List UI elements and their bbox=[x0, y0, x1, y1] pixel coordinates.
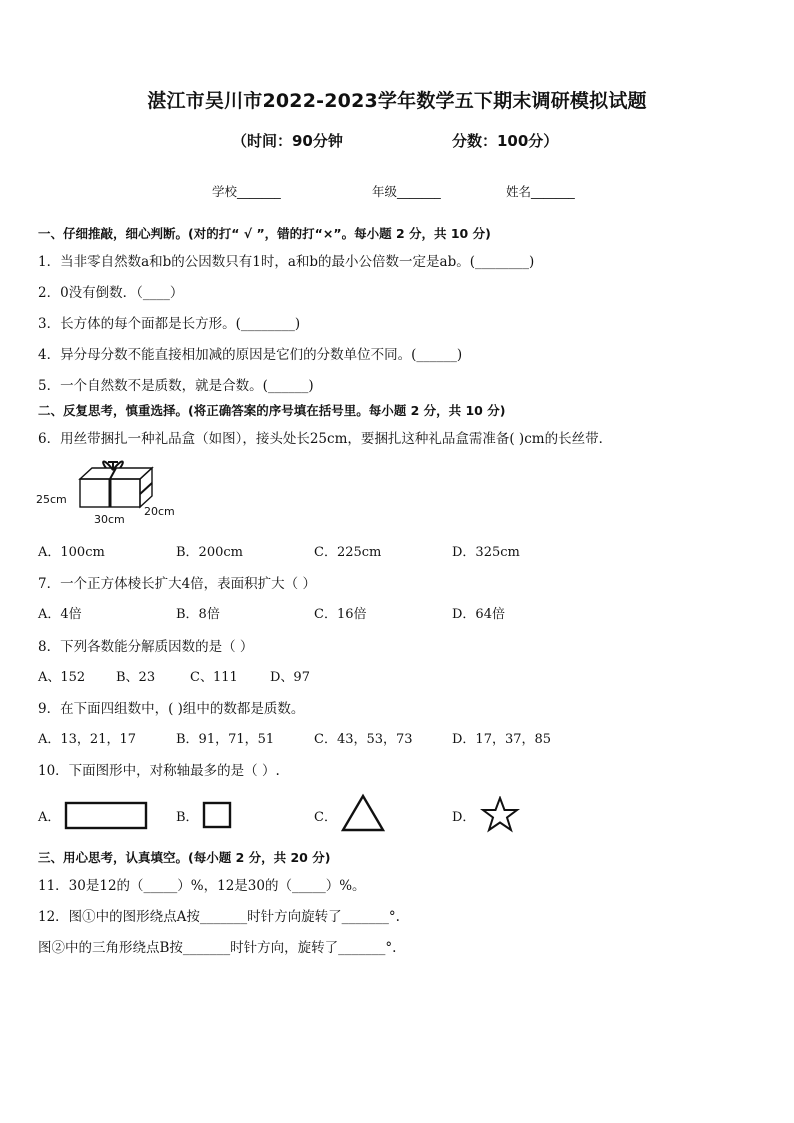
q8-option-d: D、97 bbox=[270, 670, 310, 685]
q7-option-b: B．8倍 bbox=[176, 607, 220, 622]
box-width-label: 20cm bbox=[144, 505, 175, 518]
question-12-part-2: 图②中的三角形绕点B按_______时针方向，旋转了_______°. bbox=[38, 940, 397, 956]
square-icon bbox=[202, 801, 232, 829]
q10-option-c: C． bbox=[314, 810, 337, 825]
q9-option-a: A．13，21，17 bbox=[38, 732, 137, 747]
q9-option-d: D．17，37，85 bbox=[452, 732, 552, 747]
q6-option-a: A．100cm bbox=[38, 545, 105, 560]
q10-option-d: D． bbox=[452, 810, 476, 825]
box-length-label: 30cm bbox=[94, 513, 125, 526]
q7-option-a: A．4倍 bbox=[38, 607, 82, 622]
question-12-part-1: 12．图①中的图形绕点A按_______时针方向旋转了_______°. bbox=[38, 909, 400, 925]
q9-option-b: B．91，71，51 bbox=[176, 732, 275, 747]
question-7: 7．一个正方体棱长扩大4倍，表面积扩大（ ） bbox=[38, 576, 316, 592]
grade-field: 年级_______ bbox=[372, 184, 441, 199]
question-8: 8．下列各数能分解质因数的是（ ） bbox=[38, 639, 254, 655]
question-11: 11．30是12的（_____）%，12是30的（_____）%。 bbox=[38, 878, 366, 894]
section-1-heading: 一、仔细推敲，细心判断。(对的打“ √ ”，错的打“×”。每小题 2 分，共 10 分) bbox=[38, 226, 491, 241]
question-2: 2．0没有倒数．（____） bbox=[38, 285, 184, 301]
q6-option-c: C．225cm bbox=[314, 545, 382, 560]
question-9: 9．在下面四组数中，( )组中的数都是质数。 bbox=[38, 701, 305, 717]
section-3-heading: 三、用心思考，认真填空。(每小题 2 分，共 20 分) bbox=[38, 850, 331, 865]
question-5: 5．一个自然数不是质数，就是合数。(______) bbox=[38, 378, 314, 394]
question-3: 3．长方体的每个面都是长方形。(________) bbox=[38, 316, 301, 332]
rectangle-icon bbox=[64, 801, 148, 831]
q8-option-c: C、111 bbox=[190, 670, 238, 685]
q7-option-d: D．64倍 bbox=[452, 607, 505, 622]
q8-option-a: A、152 bbox=[38, 670, 86, 685]
q9-option-c: C．43，53，73 bbox=[314, 732, 413, 747]
q6-option-d: D．325cm bbox=[452, 545, 520, 560]
question-4: 4．异分母分数不能直接相加减的原因是它们的分数单位不同。(______) bbox=[38, 347, 463, 363]
star-icon bbox=[480, 796, 520, 834]
q6-option-b: B．200cm bbox=[176, 545, 243, 560]
exam-score: 分数：100分） bbox=[452, 132, 559, 150]
exam-time: （时间：90分钟 bbox=[232, 132, 343, 150]
school-field: 学校_______ bbox=[212, 184, 281, 199]
q10-option-b: B． bbox=[176, 810, 199, 825]
question-10: 10．下面图形中，对称轴最多的是（ ）. bbox=[38, 763, 280, 779]
page-title: 湛江市吴川市2022-2023学年数学五下期末调研模拟试题 bbox=[147, 90, 647, 112]
box-height-label: 25cm bbox=[36, 493, 67, 506]
triangle-icon bbox=[340, 793, 386, 833]
question-1: 1．当非零自然数a和b的公因数只有1时，a和b的最小公倍数一定是ab。(________) bbox=[38, 254, 535, 270]
q8-option-b: B、23 bbox=[116, 670, 156, 685]
question-6: 6．用丝带捆扎一种礼品盒（如图），接头处长25cm，要捆扎这种礼品盒需准备( )cm的长丝带． bbox=[38, 431, 613, 447]
section-2-heading: 二、反复思考，慎重选择。(将正确答案的序号填在括号里。每小题 2 分，共 10 分) bbox=[38, 403, 506, 418]
q7-option-c: C．16倍 bbox=[314, 607, 367, 622]
name-field: 姓名_______ bbox=[506, 184, 575, 199]
q10-option-a: A． bbox=[38, 810, 61, 825]
